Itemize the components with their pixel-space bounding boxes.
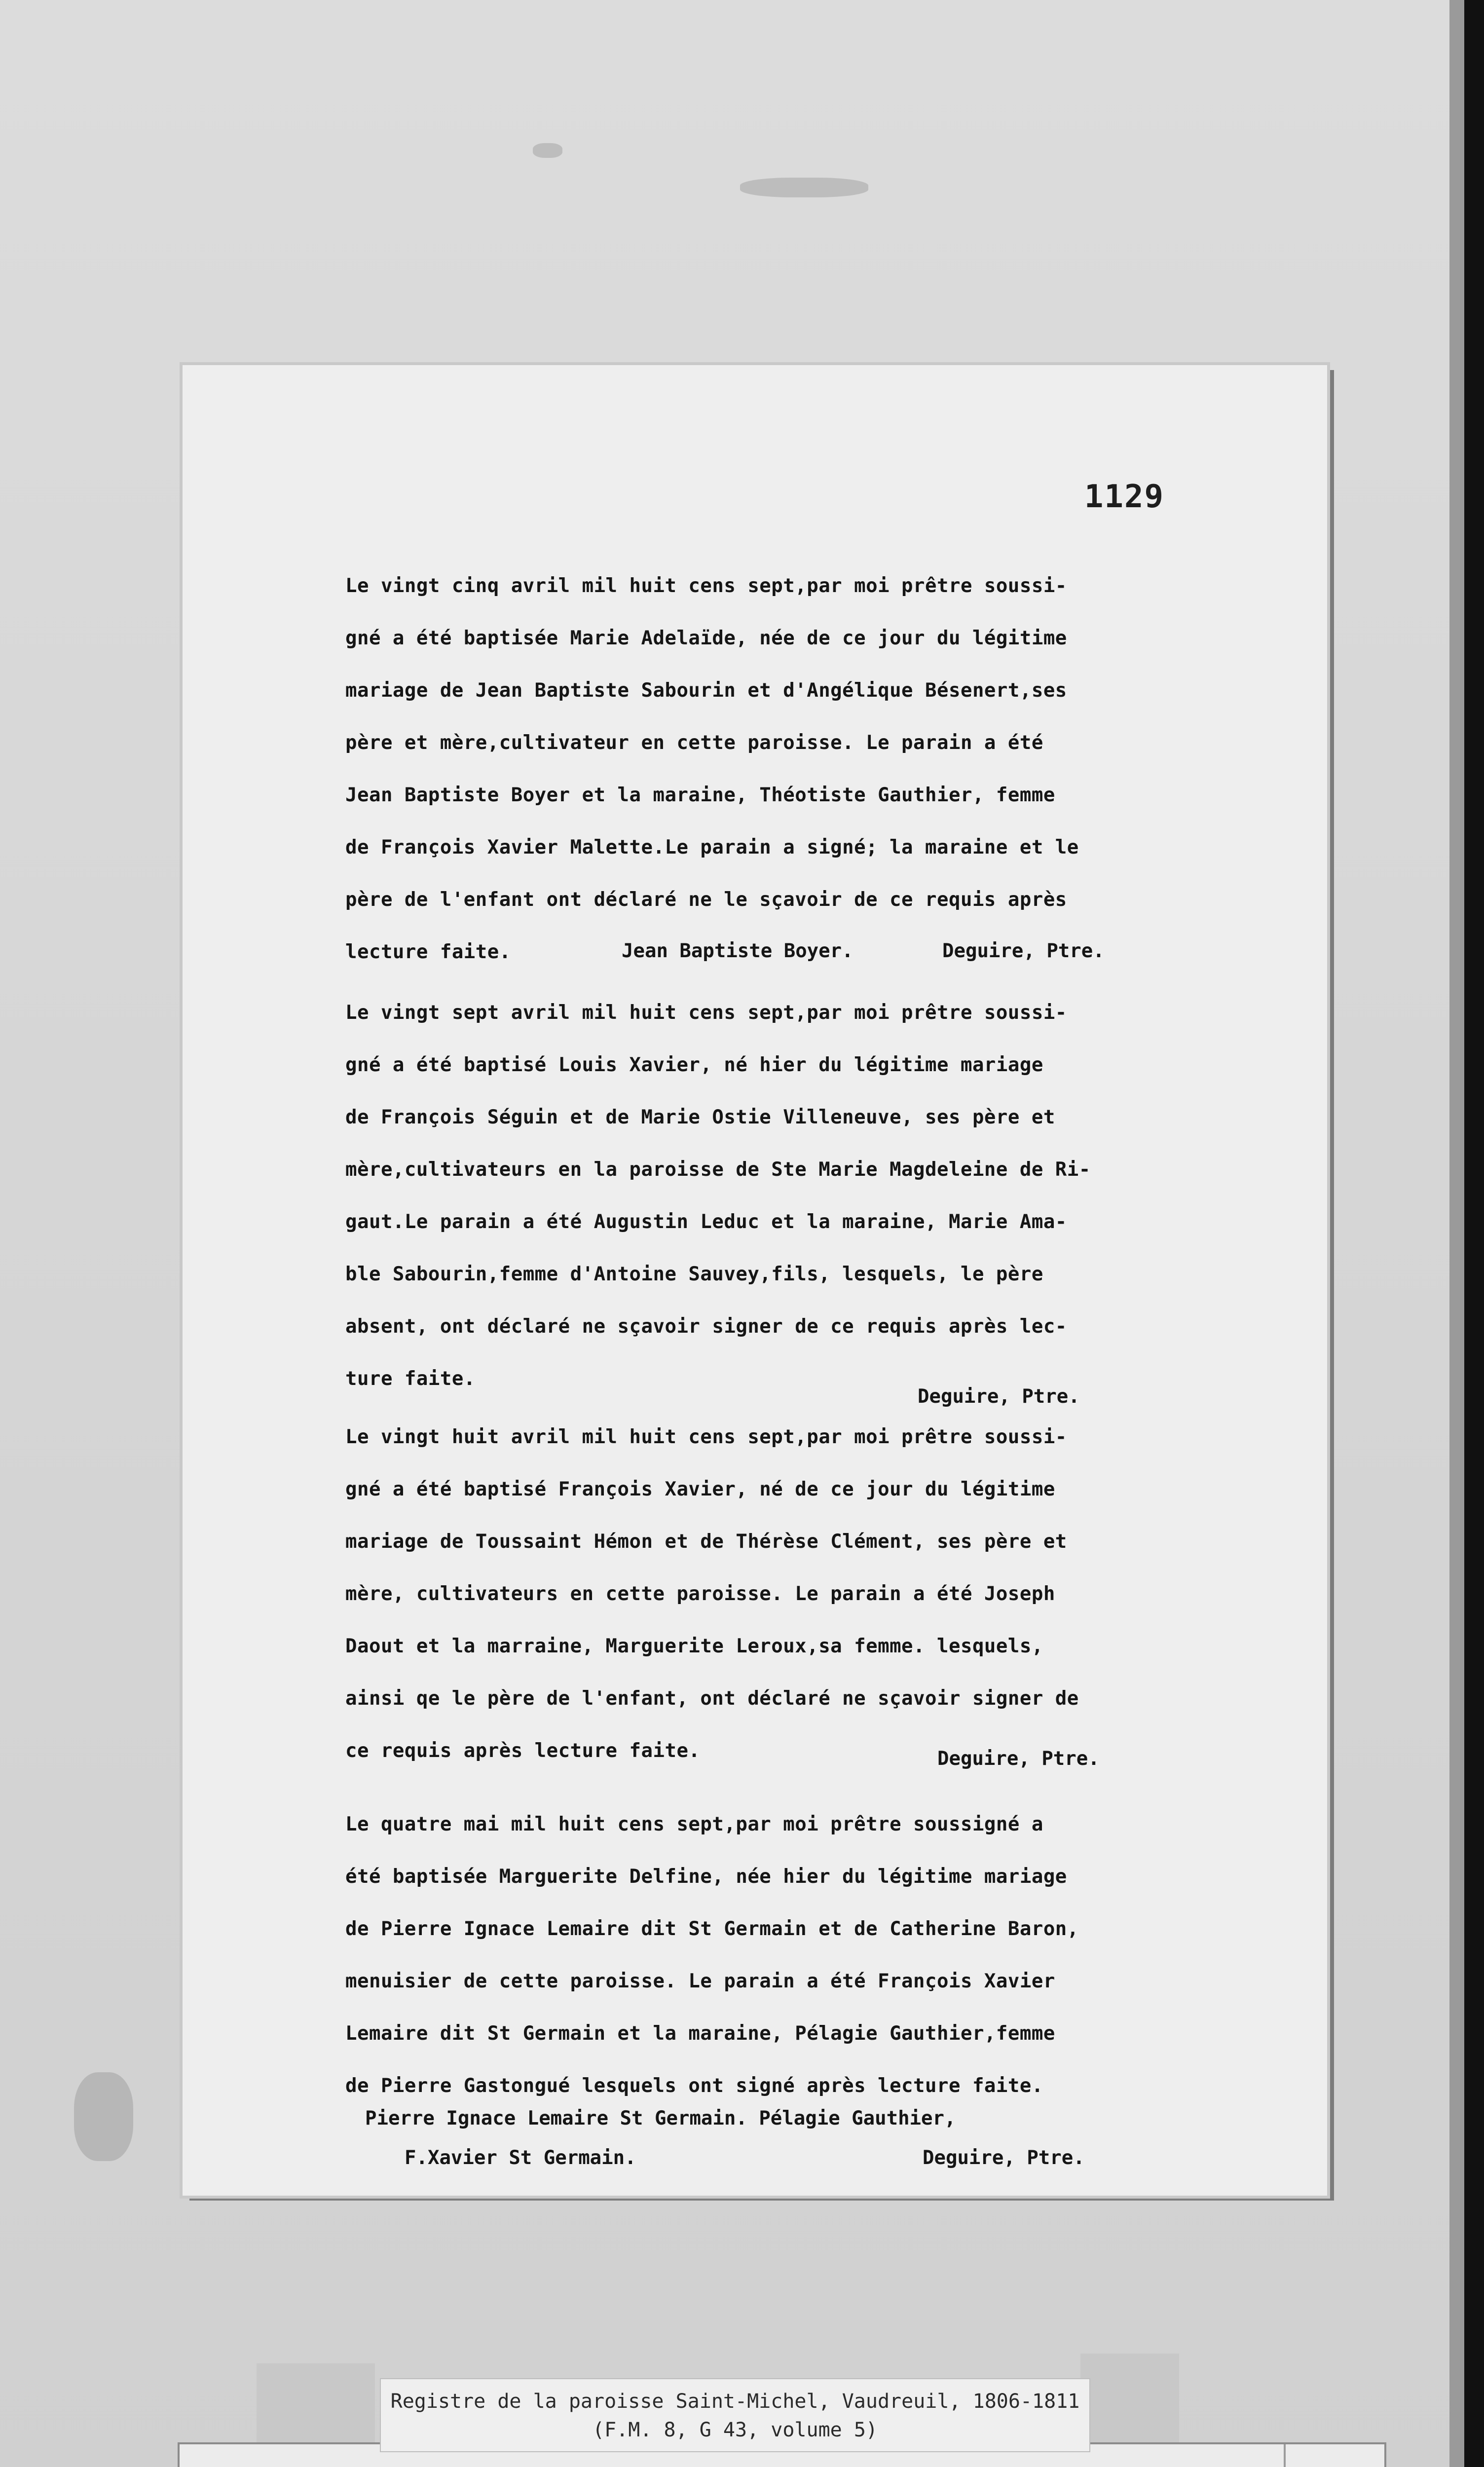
caption-line-1: Registre de la paroisse Saint-Michel, Vaudreuil, 1806-1811 (390, 2390, 1080, 2413)
entry-line: Le quatre mai mil huit cens sept,par moi prêtre soussigné a (345, 1813, 1043, 1835)
entry-line: Le vingt huit avril mil huit cens sept,par moi prêtre soussi- (345, 1426, 1067, 1448)
entry-line: gné a été baptisée Marie Adelaïde, née de ce jour du légitime (345, 627, 1067, 649)
plate-divider (1284, 2444, 1286, 2467)
entry-line: de François Séguin et de Marie Ostie Villeneuve, ses père et (345, 1106, 1055, 1128)
entry-line: ble Sabourin,femme d'Antoine Sauvey,fils, lesquels, le père (345, 1263, 1043, 1285)
caption-line-2: (F.M. 8, G 43, volume 5) (593, 2419, 878, 2441)
entry-line: Jean Baptiste Boyer et la maraine, Théotiste Gauthier, femme (345, 784, 1055, 806)
entry-line: gné a été baptisé François Xavier, né de ce jour du légitime (345, 1478, 1055, 1500)
entry-line: de Pierre Ignace Lemaire dit St Germain et de Catherine Baron, (345, 1918, 1079, 1940)
baptism-entry (345, 987, 1238, 1425)
signature: Deguire, Ptre. (923, 2147, 1085, 2169)
entry-line: lecture faite. (345, 941, 511, 963)
entry-line: été baptisée Marguerite Delfine, née hier du légitime mariage (345, 1866, 1067, 1888)
entry-line: gné a été baptisé Louis Xavier, né hier du légitime mariage (345, 1054, 1043, 1076)
entry-line: ainsi qe le père de l'enfant, ont déclaré ne sçavoir signer de (345, 1687, 1079, 1710)
register-page (183, 365, 1327, 2196)
entry-line: père et mère,cultivateur en cette paroisse. Le parain a été (345, 732, 1043, 754)
film-blemish (533, 143, 562, 158)
film-blemish (74, 2072, 133, 2161)
entry-line: Lemaire dit St Germain et la maraine, Pélagie Gauthier,femme (345, 2022, 1055, 2045)
signature-line (345, 940, 1238, 979)
page-number: 1129 (1084, 479, 1164, 515)
film-blemish (740, 178, 868, 197)
entry-line: mariage de Toussaint Hémon et de Thérèse Clément, ses père et (345, 1531, 1067, 1553)
signature: Deguire, Ptre. (942, 940, 1105, 962)
entry-line: mariage de Jean Baptiste Sabourin et d'Angélique Bésenert,ses (345, 679, 1067, 702)
entry-line: de Pierre Gastongué lesquels ont signé après lecture faite. (345, 2075, 1043, 2097)
caption-label (380, 2378, 1090, 2452)
baptism-entry (345, 1411, 1238, 1787)
entry-line: Le vingt sept avril mil huit cens sept,par moi prêtre soussi- (345, 1002, 1067, 1024)
entry-line: gaut.Le parain a été Augustin Leduc et la maraine, Marie Ama- (345, 1211, 1067, 1233)
baptism-entry (345, 560, 1238, 979)
entry-line: mère,cultivateurs en la paroisse de Ste Marie Magdeleine de Ri- (345, 1159, 1091, 1181)
baptism-entry (345, 1798, 1238, 2186)
entry-line: père de l'enfant ont déclaré ne le sçavoir de ce requis après (345, 889, 1067, 911)
entry-line: ce requis après lecture faite. (345, 1740, 701, 1762)
entry-line: Le vingt cinq avril mil huit cens sept,par moi prêtre soussi- (345, 575, 1067, 597)
signature-line (345, 1748, 1238, 1787)
entry-line: Daout et la marraine, Marguerite Leroux,sa femme. lesquels, (345, 1635, 1043, 1657)
entry-line: ture faite. (345, 1368, 476, 1390)
signature: Deguire, Ptre. (918, 1385, 1080, 1408)
signature-line (345, 2107, 1238, 2147)
frame-edge-shadow (1449, 0, 1464, 2467)
frame-edge (1464, 0, 1484, 2467)
signature: Deguire, Ptre. (937, 1748, 1100, 1770)
signature: Jean Baptiste Boyer. (622, 940, 853, 962)
entry-line: menuisier de cette paroisse. Le parain a été François Xavier (345, 1970, 1055, 1992)
entry-line: mère, cultivateurs en cette paroisse. Le parain a été Joseph (345, 1583, 1055, 1605)
signature-line (345, 2147, 1238, 2186)
signature: Pierre Ignace Lemaire St Germain. Pélagie Gauthier, (365, 2107, 956, 2130)
signature: F.Xavier St Germain. (405, 2147, 636, 2169)
entry-line: de François Xavier Malette.Le parain a signé; la maraine et le (345, 836, 1079, 859)
entry-line: absent, ont déclaré ne sçavoir signer de ce requis après lec- (345, 1315, 1067, 1338)
